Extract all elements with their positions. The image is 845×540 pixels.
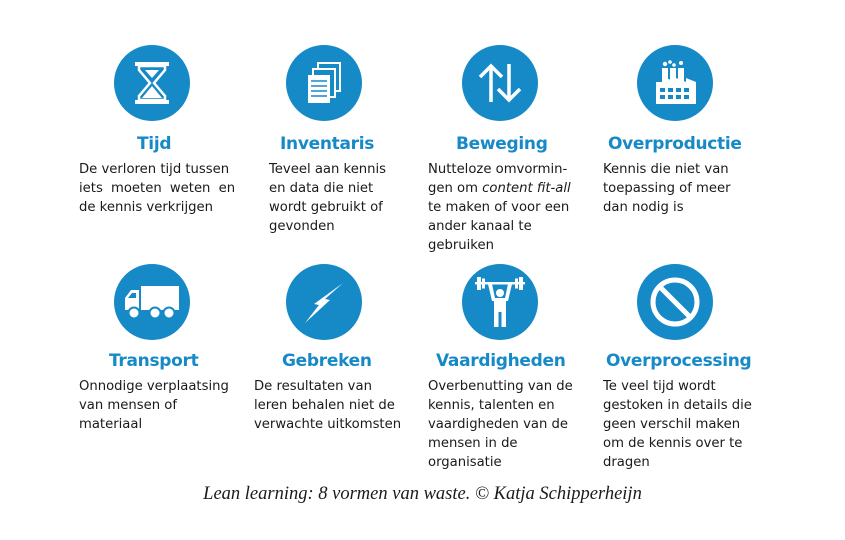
description-line: organisatie — [428, 455, 502, 470]
factory-icon — [637, 45, 713, 121]
description-line: Nutteloze omvormin- — [428, 162, 568, 177]
description-line: vaardigheden van de — [428, 417, 568, 432]
description-line: de kennis verkrijgen — [79, 200, 213, 215]
description-line: iets moeten weten en — [79, 181, 236, 196]
figure-caption: Lean learning: 8 vormen van waste. © Katja Schipperheijn — [203, 484, 642, 504]
description-line: gebruiken — [428, 238, 494, 253]
description-line: ander kanaal te — [428, 219, 532, 234]
description-line: Onnodige verplaatsing — [79, 379, 229, 394]
weightlifter-icon — [462, 264, 538, 340]
item-title: Overproductie — [608, 134, 742, 154]
item-description — [79, 160, 257, 217]
item-description — [254, 377, 432, 434]
description-line: leren behalen niet de — [254, 398, 395, 413]
item-title: Tijd — [137, 134, 172, 154]
documents-icon — [286, 45, 362, 121]
item-title: Inventaris — [280, 134, 375, 154]
description-line: wordt gebruikt of — [269, 200, 383, 215]
item-description — [603, 377, 781, 472]
description-line: gevonden — [269, 219, 335, 234]
item-title: Beweging — [456, 134, 548, 154]
description-line: geen verschil maken — [603, 417, 741, 432]
item-description — [269, 160, 447, 236]
description-line: Overbenutting van de — [428, 379, 573, 394]
description-line: mensen in de — [428, 436, 518, 451]
truck-icon — [114, 264, 190, 340]
description-line: Kennis die niet van — [603, 162, 729, 177]
lightning-bolt-icon — [286, 264, 362, 340]
description-line: kennis, talenten en — [428, 398, 555, 413]
item-title: Overprocessing — [606, 351, 752, 371]
description-line: en data die niet — [269, 181, 374, 196]
item-description — [428, 377, 606, 472]
description-line: gen om content fit-all — [428, 181, 571, 196]
description-line: Te veel tijd wordt — [603, 379, 716, 394]
description-line: om de kennis over te — [603, 436, 743, 451]
item-description — [603, 160, 781, 217]
description-line: materiaal — [79, 417, 143, 432]
item-title: Vaardigheden — [436, 351, 566, 371]
up-down-arrows-icon — [462, 45, 538, 121]
description-line: te maken of voor een — [428, 200, 570, 215]
description-line: dan nodig is — [603, 200, 684, 215]
description-line: toepassing of meer — [603, 181, 731, 196]
item-description — [428, 160, 606, 255]
item-title: Gebreken — [282, 351, 372, 371]
item-description — [79, 377, 257, 434]
description-line: De resultaten van — [254, 379, 372, 394]
description-line: van mensen of — [79, 398, 177, 413]
item-title: Transport — [109, 351, 199, 371]
description-line: verwachte uitkomsten — [254, 417, 402, 432]
prohibited-icon — [637, 264, 713, 340]
description-line: gestoken in details die — [603, 398, 752, 413]
description-line: Teveel aan kennis — [269, 162, 387, 177]
description-line: De verloren tijd tussen — [79, 162, 230, 177]
description-line: dragen — [603, 455, 650, 470]
hourglass-icon — [114, 45, 190, 121]
